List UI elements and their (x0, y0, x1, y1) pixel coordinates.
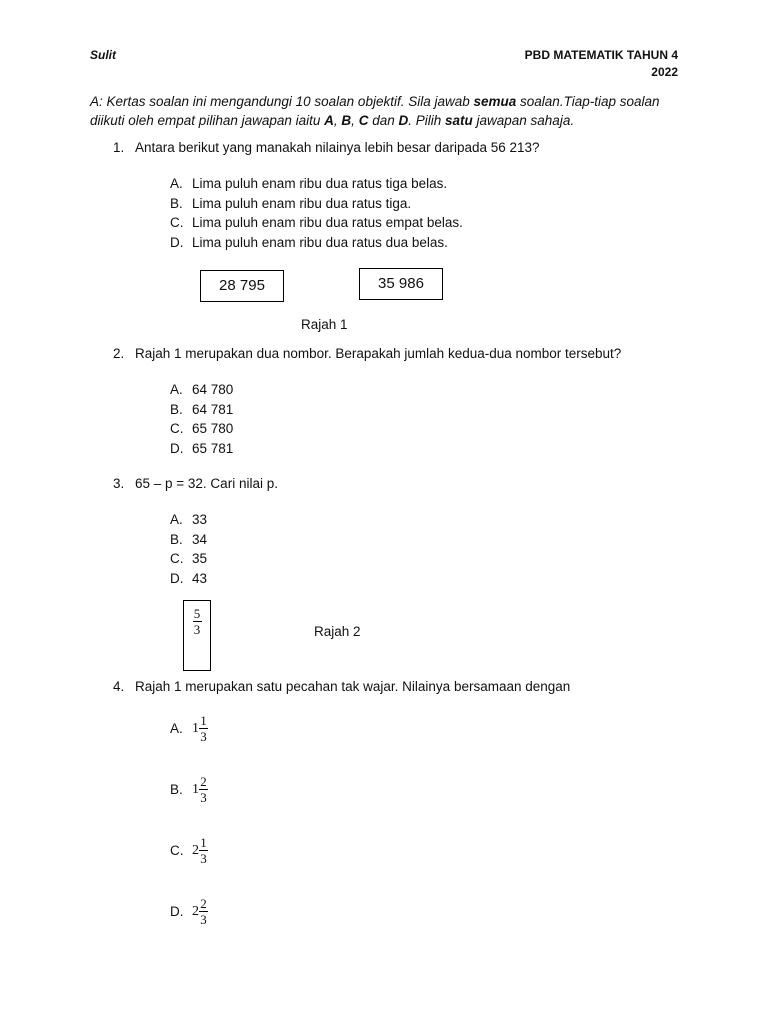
rajah1-caption: Rajah 1 (301, 317, 348, 332)
header-title-year: 2022 (651, 65, 678, 79)
question-number: 1. (113, 140, 125, 155)
option-letter: C. (170, 843, 184, 858)
option-d[interactable] (170, 233, 463, 253)
option-text: Lima puluh enam ribu dua ratus dua belas. (192, 234, 448, 250)
instr-bold-d: D (398, 113, 409, 128)
option-text: Lima puluh enam ribu dua ratus tiga. (192, 195, 412, 211)
option-a[interactable] (170, 510, 207, 530)
instr-bold-semua: semua (473, 94, 517, 109)
option-letter: A. (170, 382, 183, 397)
option-letter: A. (170, 176, 183, 191)
instr-text-3: , (333, 113, 342, 128)
option-letter: C. (170, 551, 184, 566)
rajah1-number-box-2: 35 986 (359, 268, 443, 300)
option-c[interactable] (170, 419, 233, 439)
option-letter: D. (170, 440, 184, 456)
option-letter: B. (170, 195, 183, 211)
option-a[interactable] (170, 174, 463, 194)
question-text: Antara berikut yang manakah nilainya lebih besar daripada 56 213? (135, 140, 540, 155)
option-a[interactable] (170, 380, 233, 400)
question-number: 3. (113, 476, 125, 491)
rajah2-caption: Rajah 2 (314, 624, 361, 639)
instructions (90, 92, 690, 130)
option-letter: B. (170, 782, 183, 797)
fraction-numerator: 1 (200, 713, 207, 728)
header-title-line1: PBD MATEMATIK TAHUN 4 (524, 48, 678, 62)
option-d[interactable] (170, 569, 207, 589)
option-c[interactable] (170, 213, 463, 233)
option-a[interactable] (170, 714, 208, 743)
option-d[interactable] (170, 897, 208, 926)
question-text: Rajah 1 merupakan satu pecahan tak wajar. Nilainya bersamaan dengan (135, 679, 571, 694)
rajah2-fraction-box (183, 600, 211, 671)
option-text: Lima puluh enam ribu dua ratus tiga belas. (192, 176, 448, 191)
mixed-fraction (199, 775, 208, 804)
question-3 (113, 476, 278, 491)
option-letter: B. (170, 531, 183, 547)
option-text: 35 (192, 551, 208, 566)
option-text: 65 780 (192, 421, 234, 436)
instr-text-7: jawapan sahaja. (472, 113, 575, 128)
q2-options (170, 380, 233, 458)
option-text: 43 (192, 570, 208, 586)
instr-text-4: , (351, 113, 359, 128)
question-text: Rajah 1 merupakan dua nombor. Berapakah jumlah kedua-dua nombor tersebut? (135, 346, 622, 361)
instr-text-2: soalan.Tiap-tiap soalan diikuti oleh empat pilihan jawapan iaitu (90, 94, 660, 128)
improper-fraction (193, 607, 202, 636)
fraction-denominator: 3 (193, 622, 201, 637)
mixed-whole: 2 (192, 842, 199, 858)
option-letter: A. (170, 721, 183, 736)
instr-text-1: A: Kertas soalan ini mengandungi 10 soalan objektif. Sila jawab (90, 94, 474, 109)
mixed-whole: 1 (192, 781, 199, 797)
fraction-numerator: 5 (193, 606, 201, 621)
instr-bold-b: B (341, 113, 352, 128)
option-letter: C. (170, 215, 184, 230)
option-text: 64 780 (192, 382, 234, 397)
option-c[interactable] (170, 836, 208, 865)
option-b[interactable] (170, 194, 463, 214)
option-letter: D. (170, 904, 184, 919)
instr-bold-satu: satu (444, 113, 473, 128)
question-1 (113, 140, 540, 155)
mixed-whole: 2 (192, 903, 199, 919)
q3-options (170, 510, 207, 588)
option-letter: C. (170, 421, 184, 436)
option-b[interactable] (170, 775, 208, 804)
option-text: 33 (192, 512, 208, 527)
mixed-fraction (199, 714, 208, 743)
option-b[interactable] (170, 530, 207, 550)
question-number: 4. (113, 679, 125, 694)
question-number: 2. (113, 346, 125, 361)
option-text: 65 781 (192, 440, 234, 456)
option-letter: B. (170, 401, 183, 417)
instr-bold-c: C (358, 113, 369, 128)
option-text: Lima puluh enam ribu dua ratus empat belas. (192, 215, 463, 230)
option-letter: A. (170, 512, 183, 527)
fraction-denominator: 3 (200, 790, 207, 805)
question-4 (113, 679, 570, 694)
option-b[interactable] (170, 400, 233, 420)
fraction-denominator: 3 (200, 729, 207, 744)
header-left: Sulit (90, 48, 116, 62)
fraction-denominator: 3 (200, 912, 207, 927)
option-letter: D. (170, 570, 184, 586)
instr-text-5: dan (368, 113, 399, 128)
question-text: 65 – p = 32. Cari nilai p. (135, 476, 278, 491)
fraction-denominator: 3 (200, 851, 207, 866)
option-text: 34 (192, 531, 208, 547)
option-c[interactable] (170, 549, 207, 569)
mixed-fraction (199, 836, 208, 865)
rajah1-number-box-1: 28 795 (200, 270, 284, 302)
fraction-numerator: 2 (200, 896, 207, 911)
fraction-numerator: 2 (200, 774, 207, 789)
instr-text-6: . Pilih (408, 113, 445, 128)
option-letter: D. (170, 234, 184, 250)
instr-bold-a: A (324, 113, 334, 128)
fraction-numerator: 1 (200, 835, 207, 850)
header-title (418, 48, 678, 79)
q1-options (170, 174, 463, 252)
question-2 (113, 346, 621, 361)
option-text: 64 781 (192, 401, 234, 417)
option-d[interactable] (170, 439, 233, 459)
mixed-fraction (199, 897, 208, 926)
mixed-whole: 1 (192, 720, 199, 736)
